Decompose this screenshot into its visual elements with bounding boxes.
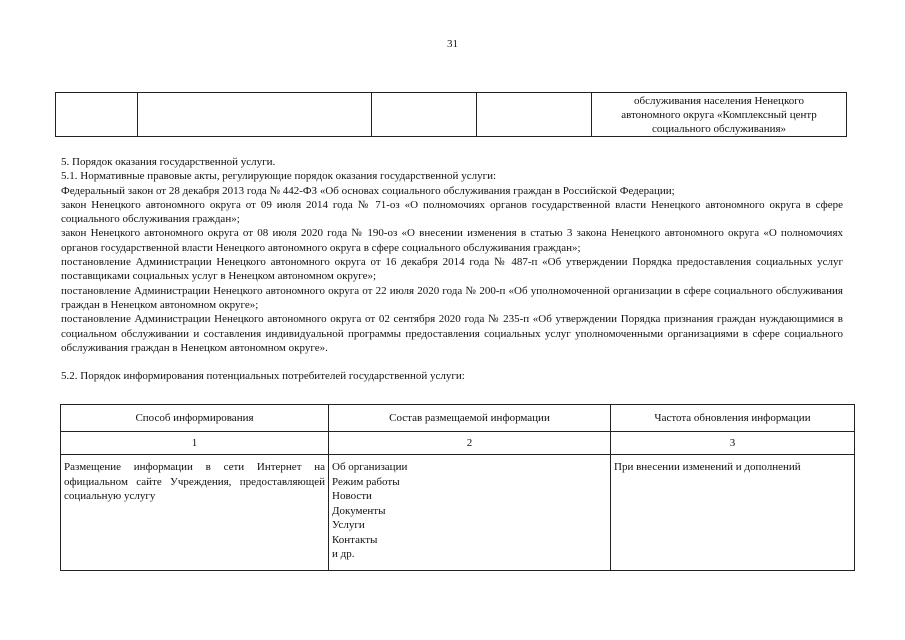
column-header: Частота обновления информации xyxy=(611,405,855,432)
table-cell xyxy=(138,93,372,137)
section-heading: 5. Порядок оказания государственной услуги. xyxy=(61,156,276,168)
number-row xyxy=(61,432,855,455)
cell-line: автономного округа «Комплексный центр xyxy=(621,109,817,121)
legal-act: постановление Администрации Ненецкого автономного округа от 02 сентября 2020 года № 235-п «Об утверждении Порядка признания граждан нуждающимися в социальном обслуживании и составления индивидуальной программы предоставления социальных услуг уполномоченными организациями в сфере социального обслуживания граждан в Ненецком автономном округе». xyxy=(61,313,843,354)
cell-line: обслуживания населения Ненецкого xyxy=(634,95,804,107)
column-number: 2 xyxy=(329,432,611,455)
table-cell xyxy=(56,93,138,137)
content-item: Режим работы xyxy=(332,475,400,488)
cell-line: социального обслуживания» xyxy=(651,123,787,135)
legal-act: закон Ненецкого автономного округа от 08 июля 2020 года № 190-оз «О внесении изменения в статью 3 закона Ненецкого автономного округа «О полномочиях органов государственной власти Ненецкого автономного округа в сфере социального обслуживания граждан»; xyxy=(61,227,843,254)
section-subheading: 5.1. Нормативные правовые акты, регулирующие порядок оказания государственной услуги: xyxy=(61,170,497,183)
content-item: Об организации xyxy=(332,461,408,473)
table-row xyxy=(61,455,855,571)
content-item: Новости xyxy=(332,490,372,502)
column-number: 3 xyxy=(611,432,855,455)
column-number: 1 xyxy=(61,432,329,455)
content-item: Документы xyxy=(332,504,386,517)
legal-act: постановление Администрации Ненецкого автономного округа от 22 июля 2020 года № 200-п «Об уполномоченной организации в сфере социального обслуживания граждан в Ненецком автономном округе»; xyxy=(61,284,843,311)
continuation-row xyxy=(56,93,847,137)
continuation-table xyxy=(55,92,847,137)
column-header: Способ информирования xyxy=(61,405,329,432)
legal-act: закон Ненецкого автономного округа от 09 июля 2014 года № 71-оз «О полномочиях органов государственной власти Ненецкого автономного округа в сфере социального обслуживания граждан»; xyxy=(61,198,843,226)
header-row xyxy=(61,405,855,432)
method-cell: Размещение информации в сети Интернет на официальном сайте Учреждения, предоставляющей социальную услугу xyxy=(61,455,329,571)
legal-act: Федеральный закон от 28 декабря 2013 года № 442-ФЗ «Об основах социального обслуживания граждан в Российской Федерации; xyxy=(61,184,675,197)
table-cell xyxy=(372,93,477,137)
section-body xyxy=(61,155,843,383)
table-cell xyxy=(477,93,592,137)
column-header: Состав размещаемой информации xyxy=(329,405,611,432)
content-item: Контакты xyxy=(332,533,378,546)
information-table xyxy=(60,404,855,571)
legal-act: постановление Администрации Ненецкого автономного округа от 16 декабря 2014 года № 487-п «Об утверждении Порядка предоставления социальных услуг поставщиками социальных услуг в Ненецком автономном округе»; xyxy=(61,256,843,283)
content-item: Услуги xyxy=(332,519,365,531)
institution-name-cell xyxy=(592,93,847,137)
content-cell xyxy=(329,455,611,571)
page-number: 31 xyxy=(447,38,458,50)
frequency-cell: При внесении изменений и дополнений xyxy=(611,455,855,571)
section-subheading-2: 5.2. Порядок информирования потенциальных потребителей государственной услуги: xyxy=(61,370,465,383)
content-item: и др. xyxy=(332,548,355,560)
